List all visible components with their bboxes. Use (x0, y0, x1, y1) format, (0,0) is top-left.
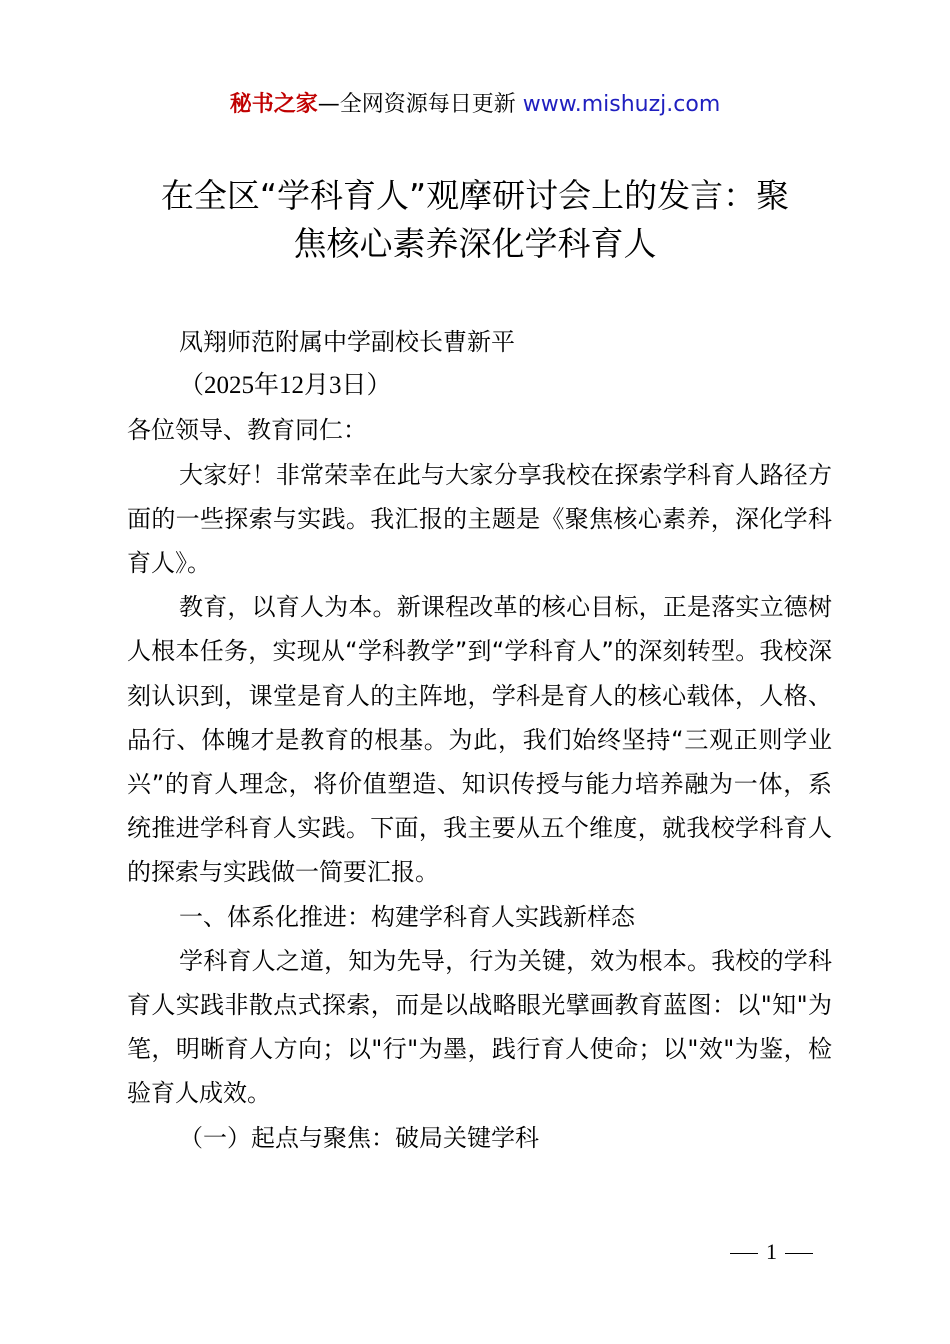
author-line: 凤翔师范附属中学副校长曹新平 (179, 328, 515, 356)
salutation: 各位领导、教育同仁： (127, 416, 367, 445)
footer-dash-left (730, 1253, 758, 1254)
site-url-link[interactable]: www.mishuzj.com (522, 92, 721, 117)
paragraph-greeting: 大家好！非常荣幸在此与大家分享我校在探索学科育人路径方面的一些探索与实践。我汇报的主题是《聚焦核心素养，深化学科育人》。 (127, 460, 832, 578)
date-line: （2025年12月3日） (179, 372, 392, 400)
subsection-heading-1: （一）起点与聚焦：破局关键学科 (179, 1123, 539, 1152)
site-tagline: —全网资源每日更新 (317, 92, 523, 117)
site-header (0, 88, 950, 122)
title-line-2: 焦核心素养深化学科育人 (293, 224, 657, 263)
title-line-1: 在全区“学科育人”观摩研讨会上的发言：聚 (160, 176, 790, 215)
paragraph-intro: 教育，以育人为本。新课程改革的核心目标，正是落实立德树人根本任务，实现从“学科教学”到“学科育人”的深刻转型。我校深刻认识到，课堂是育人的主阵地，学科是育人的核心载体，人格、品行、体魄才是教育的根基。为此，我们始终坚持“三观正则学业兴”的育人理念，将价值塑造、知识传授与能力培养融为一体，系统推进学科育人实践。下面，我主要从五个维度，就我校学科育人的探索与实践做一简要汇报。 (127, 593, 832, 887)
footer-dash-right (785, 1253, 813, 1254)
document-body (127, 320, 832, 1160)
section-heading-1: 一、体系化推进：构建学科育人实践新样态 (179, 902, 635, 931)
document-title (118, 172, 832, 268)
page-footer (722, 1236, 821, 1268)
site-brand: 秘书之家 (229, 92, 318, 117)
paragraph-section-1: 学科育人之道，知为先导，行为关键，效为根本。我校的学科育人实践非散点式探索，而是以战略眼光擘画教育蓝图：以"知"为笔，明晰育人方向；以"行"为墨，践行育人使命；以"效"为鉴，检验育人成效。 (127, 946, 832, 1108)
page-number: 1 (766, 1239, 777, 1264)
